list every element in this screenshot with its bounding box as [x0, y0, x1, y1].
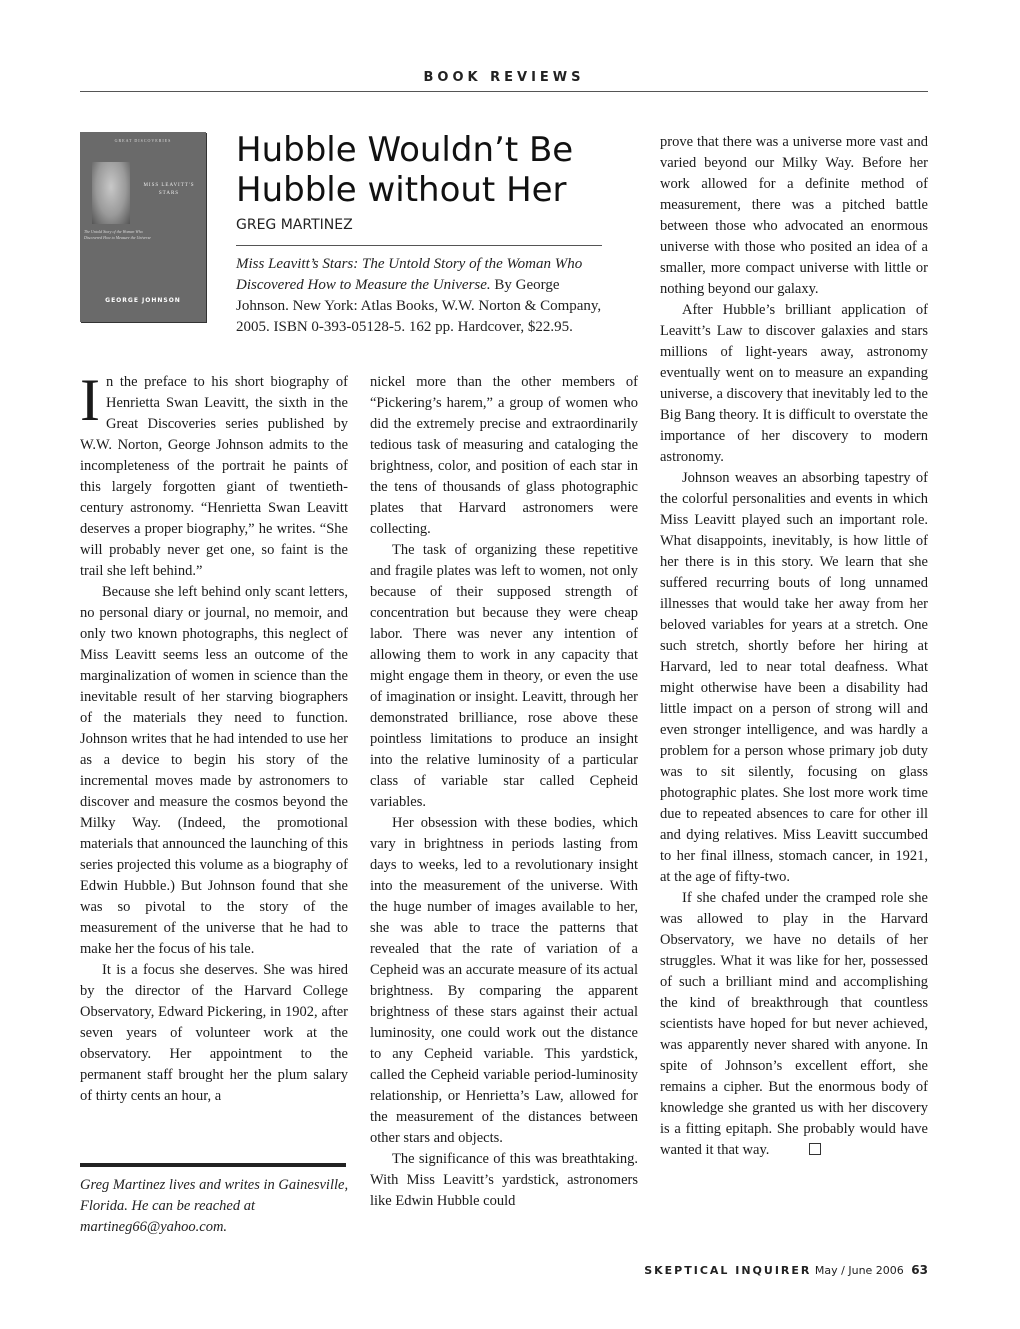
end-mark-icon — [809, 1143, 821, 1155]
paragraph: The significance of this was breathtaking. With Miss Leavitt’s yardstick, astronomers like Edwin Hubble could — [370, 1151, 638, 1209]
cover-title: MISS LEAVITT'S STARS — [143, 183, 195, 196]
book-citation-details: By George Johnson. New York: Atlas Books, W.W. Norton & Company, 2005. ISBN 0-393-05128-5. 162 pp. Hardcover, $22.95. — [236, 277, 602, 335]
bio-rule — [80, 1163, 346, 1167]
paragraph: Because she left behind only scant letters, no personal diary or journal, no memoir, and only two known photographs, this neglect of Miss Leavitt seems less an outcome of the marginalization of women in science than the inevitable result of her starving biographers of the materials they need to function. Johnson writes that he had intended to use her as a device to begin his story of the incremental moves made by astronomers to discover and measure the cosmos beyond the Milky Way. (Indeed, the promotional materials that announced the launching of this series projected this volume as a biography of Edwin Hubble.) But Johnson found that she was so pivotal to the story of the measurement of the universe that he had to make her the focus of his tale. — [80, 584, 348, 957]
page-number: 63 — [911, 1263, 928, 1277]
book-citation — [236, 254, 606, 338]
paragraph: It is a focus she deserves. She was hired by the director of the Harvard College Observatory, Edward Pickering, in 1902, after seven years of volunteer work at the observatory. Her appointment to the permanent staff brought her the plum salary of thirty cents an hour, a — [80, 962, 348, 1104]
column-3 — [660, 132, 928, 1161]
book-citation-title: Miss Leavitt’s Stars: The Untold Story of the Woman Who Discovered How to Measure the Universe. — [236, 256, 583, 293]
paragraph: prove that there was a universe more vast and varied beyond our Milky Way. Before her work allowed for a definite method of measurement, there was a pitched battle between those who advocated an enormous universe with those who posited an idea of a smaller, more compact universe with little or nothing beyond our galaxy. — [660, 134, 928, 297]
section-header: BOOK REVIEWS — [423, 70, 585, 85]
header-rule — [80, 91, 928, 92]
book-cover-image — [80, 132, 206, 322]
paragraph: If she chafed under the cramped role she was allowed to play in the Harvard Observatory, we have no details of her struggles. What it was like for her, possessed of such a brilliant mind and accomplishing the kind of breakthrough that countless scientists have hoped for but never achieved, was apparently never shared with anyone. In spite of Johnson’s excellent effort, she remains a cipher. But the enormous body of knowledge she granted us with her discovery is a fitting epitaph. She probably would have wanted it that way. — [660, 890, 928, 1158]
cover-subtitle: The Untold Story of the Woman Who Discovered How to Measure the Universe — [84, 229, 151, 240]
article-title: Hubble Wouldn’t Be Hubble without Her — [236, 130, 574, 210]
paragraph: In the preface to his short biography of Henrietta Swan Leavitt, the sixth in the Great Discoveries series published by W.W. Norton, George Johnson admits to the incompleteness of the portrait he paints of this largely forgotten giant of twentieth-century astronomy. “Henrietta Swan Leavitt deserves a proper biography,” he writes. “She will probably never get one, so faint is the trail she left behind.” — [80, 367, 348, 579]
issue-date: May / June 2006 — [814, 1264, 904, 1277]
byline: GREG MARTINEZ — [236, 217, 353, 233]
column-2 — [370, 372, 638, 1212]
drop-cap: I — [80, 367, 100, 433]
byline-rule — [236, 245, 602, 246]
cover-series: GREAT DISCOVERIES — [114, 138, 172, 143]
cover-portrait-photo — [92, 162, 130, 224]
magazine-name: SKEPTICAL INQUIRER — [644, 1264, 812, 1277]
paragraph: nickel more than the other members of “Pickering’s harem,” a group of women who did the extremely precise and extraordinarily tedious task of measuring and cataloging the brightness, color, and position of each star in the tens of thousands of glass photographic plates that Harvard astronomers were collecting. — [370, 374, 638, 537]
paragraph: Her obsession with these bodies, which vary in brightness in periods lasting from days to weeks, led to a revolutionary insight into the measurement of the universe. With the huge number of images available to her, she was able to trace the patterns that revealed that the rate of variation of a Cepheid was an accurate measure of its actual brightness. By comparing the apparent brightness of these stars against their actual luminosity, one could work out the distance to any Cepheid variable. This yardstick, called the Cepheid variable period-luminosity relationship, or Henrietta’s Law, allowed for the measurement of the distances between other stars and objects. — [370, 815, 638, 1146]
cover-author: GEORGE JOHNSON — [105, 297, 181, 304]
author-bio: Greg Martinez lives and writes in Gainesville, Florida. He can be reached at martineg66@yahoo.com. — [80, 1177, 349, 1235]
paragraph: After Hubble’s brilliant application of Leavitt’s Law to discover galaxies and stars millions of light-years away, astronomy eventually went on to measure an expanding universe, a discovery that inevitably led to the Big Bang theory. It is difficult to overstate the importance of her discovery to modern astronomy. — [660, 302, 928, 465]
paragraph: Johnson weaves an absorbing tapestry of the colorful personalities and events in which Miss Leavitt played such an important role. What disappoints, inevitably, is how little of her there is in this story. We learn that she suffered recurring bouts of long unnamed illnesses that would take her away from her beloved variables for years at a stretch. One such stretch, shortly before her hiring at Harvard, led to near total deafness. What might otherwise have been a disability had little impact on a person of strong will and even stronger intelligence, and was hardly a problem for a person whose primary job duty was to sit silently, focusing on glass photographic plates. She lost more work time due to repeated absences to care for other ill and dying relatives. Miss Leavitt succumbed to her final illness, stomach cancer, in 1921, at the age of fifty-two. — [660, 470, 928, 885]
column-1 — [80, 367, 348, 1107]
paragraph: The task of organizing these repetitive and fragile plates was left to women, not only because of their supposed strength of concentration but because they were cheap labor. There was never any intention of allowing them to work in any capacity that might engage them in theory, or even the use of imagination or insight. Leavitt, through her demonstrated brilliance, rose above these pointless limitations to produce an insight into the relative luminosity of a particular class of variable star called Cepheid variables. — [370, 542, 638, 810]
page-footer — [560, 1263, 928, 1277]
